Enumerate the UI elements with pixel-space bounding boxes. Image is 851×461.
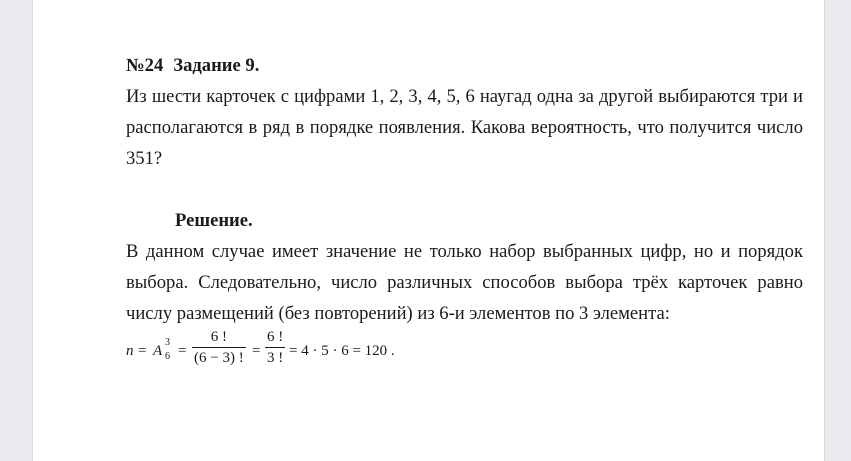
formula-A-subscript: 6	[165, 351, 170, 362]
formula-A-superscript: 3	[165, 337, 170, 348]
fraction-2-numerator: 6 !	[267, 329, 284, 345]
task-header	[126, 50, 803, 81]
document-page	[32, 0, 825, 461]
formula-var-n: n	[126, 343, 134, 359]
formula-fraction-2	[265, 330, 285, 366]
formula-fraction-1	[192, 330, 246, 366]
blank-line	[126, 174, 803, 205]
formula-equals: =	[252, 343, 261, 359]
solution-text: В данном случае имеет значение не только набор выбранных цифр, но и порядок выбора. Следовательно, число различных способов выбора трёх карточек равно числу размещений (без повторений) из 6-и элементов по 3 элемента:	[126, 241, 803, 324]
fraction-2-denominator: 3 !	[267, 350, 284, 366]
formula-A: A	[153, 343, 163, 359]
formula-equals: =	[178, 343, 187, 359]
solution-heading: Решение.	[175, 210, 253, 231]
formula-equals: =	[138, 343, 147, 359]
formula	[126, 329, 803, 381]
formula-result: = 4 · 5 · 6 = 120 .	[289, 343, 395, 359]
fraction-1-numerator: 6 !	[210, 329, 227, 345]
task-text: Из шести карточек с цифрами 1, 2, 3, 4, 5, 6 наугад одна за другой выбираются три и располагаются в ряд в порядке появления. Какова вероятность, что получится число 351?	[126, 86, 803, 169]
task-number: №24	[126, 55, 164, 76]
document-content	[126, 50, 803, 381]
task-title: Задание 9.	[173, 55, 260, 76]
fraction-1-denominator: (6 − 3) !	[194, 350, 244, 366]
